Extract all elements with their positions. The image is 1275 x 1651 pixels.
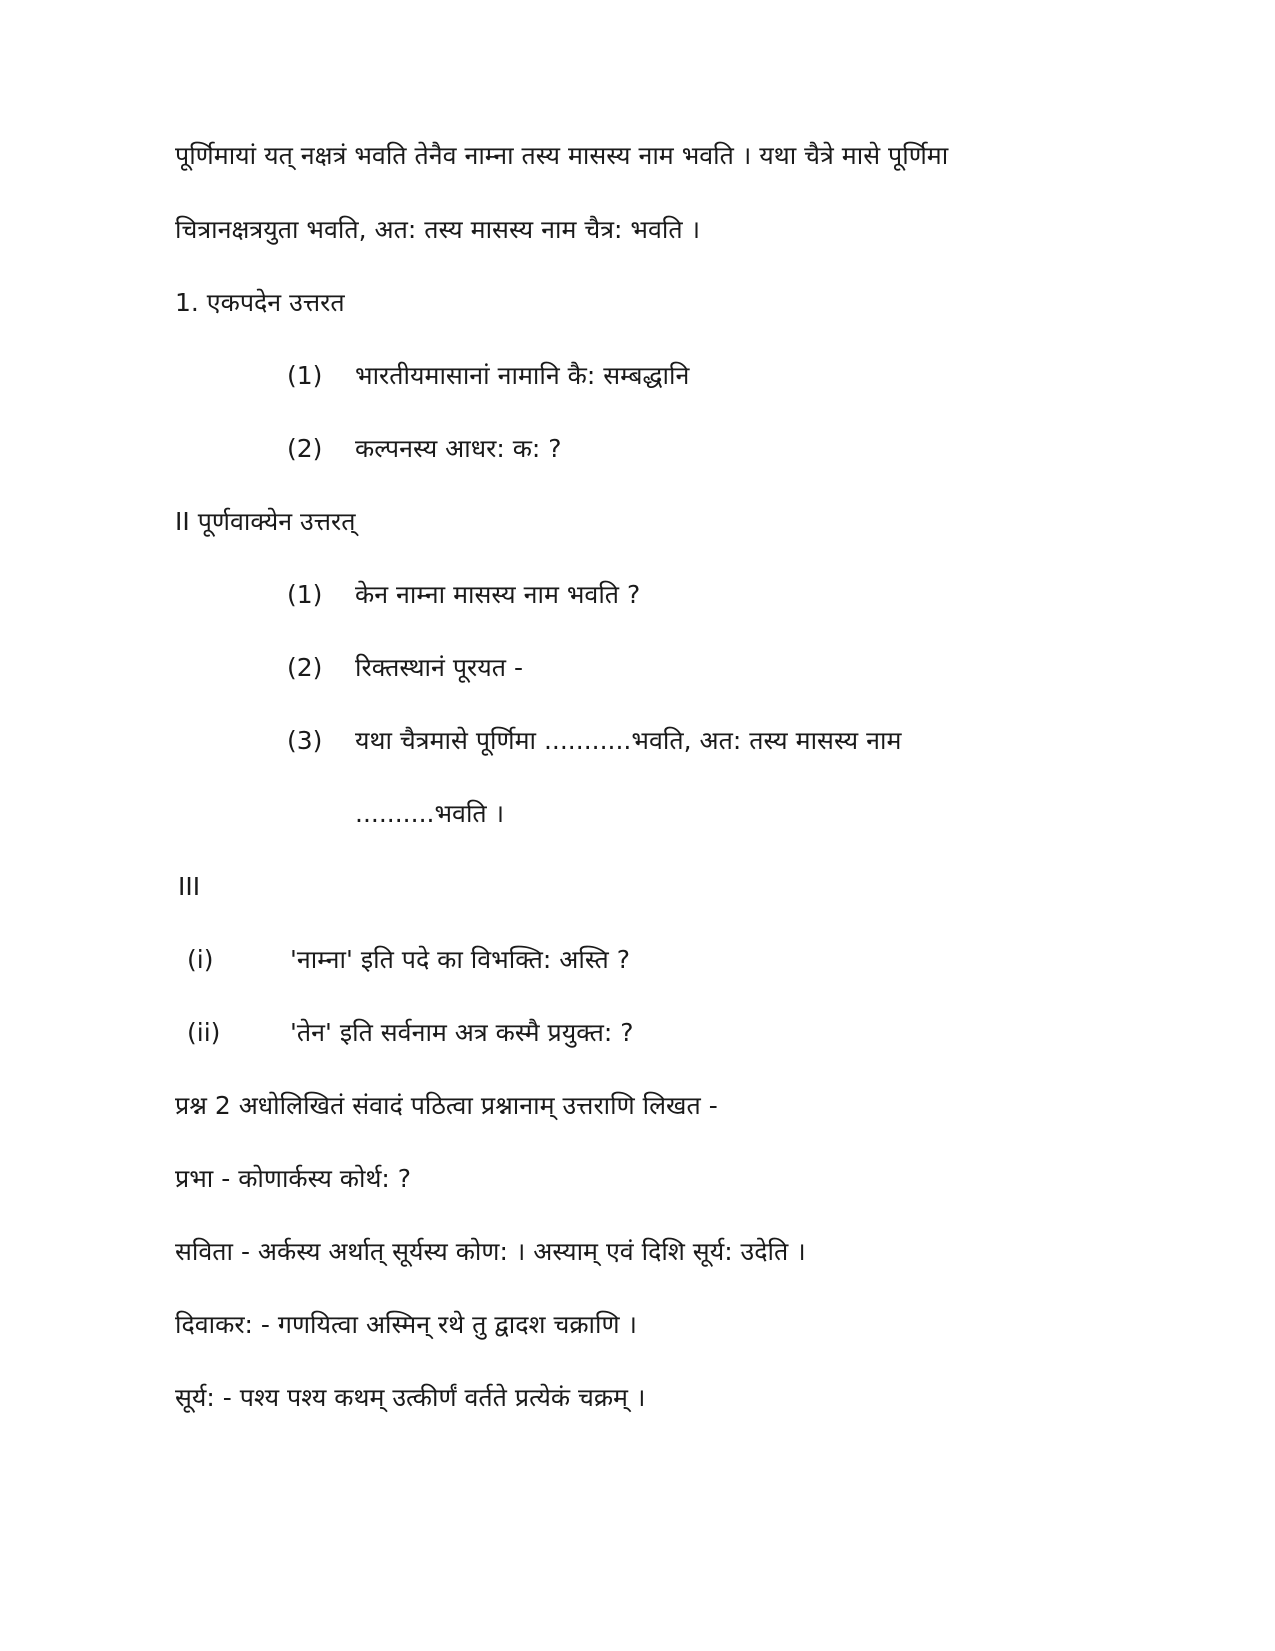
section-2-heading: II पूर्णवाक्येन उत्तरत् (175, 507, 356, 536)
section-2-item-2-number: (2) (287, 653, 323, 682)
section-1-item-1-number: (1) (287, 361, 323, 390)
passage-line-1: पूर्णिमायां यत् नक्षत्रं भवति तेनैव नाम्ना तस्य मासस्य नाम भवति । यथा चैत्रे मासे पूर्णिमा (175, 141, 949, 170)
section-1-item-1-text: भारतीयमासानां नामानि कै: सम्बद्धानि (355, 361, 690, 390)
section-2-item-3-text: यथा चैत्रमासे पूर्णिमा ...........भवति, अत: तस्य मासस्य नाम (355, 726, 902, 755)
dialogue-line-3: दिवाकर: - गणयित्वा अस्मिन् रथे तु द्वादश चक्राणि । (175, 1310, 637, 1339)
section-2-item-1-number: (1) (287, 580, 323, 609)
section-3-heading: III (178, 872, 201, 901)
section-1-item-2-text: कल्पनस्य आधर: क: ? (355, 434, 562, 463)
dialogue-line-2: सविता - अर्कस्य अर्थात् सूर्यस्य कोण: । अस्याम् एवं दिशि सूर्य: उदेति । (175, 1237, 806, 1266)
section-3-item-2-text: 'तेन' इति सर्वनाम अत्र कस्मै प्रयुक्त: ? (290, 1018, 634, 1047)
section-1-heading: 1. एकपदेन उत्तरत (175, 288, 345, 317)
question-2-heading: प्रश्न 2 अधोलिखितं संवादं पठित्वा प्रश्नानाम् उत्तराणि लिखत - (175, 1091, 718, 1120)
section-3-item-1-number: (i) (187, 945, 214, 974)
section-1-item-2-number: (2) (287, 434, 323, 463)
section-3-item-2-number: (ii) (187, 1018, 221, 1047)
section-2-item-3-number: (3) (287, 726, 323, 755)
section-2-item-3-continuation: ..........भवति । (355, 799, 505, 828)
section-2-item-2-text: रिक्तस्थानं पूरयत - (355, 653, 523, 682)
section-2-item-1-text: केन नाम्ना मासस्य नाम भवति ? (355, 580, 641, 609)
dialogue-line-4: सूर्य: - पश्य पश्य कथम् उत्कीर्णं वर्तते प्रत्येकं चक्रम् । (175, 1383, 646, 1412)
section-3-item-1-text: 'नाम्ना' इति पदे का विभक्ति: अस्ति ? (290, 945, 631, 974)
passage-line-2: चित्रानक्षत्रयुता भवति, अत: तस्य मासस्य नाम चैत्र: भवति । (175, 215, 701, 244)
dialogue-line-1: प्रभा - कोणार्कस्य कोर्थ: ? (175, 1164, 412, 1193)
